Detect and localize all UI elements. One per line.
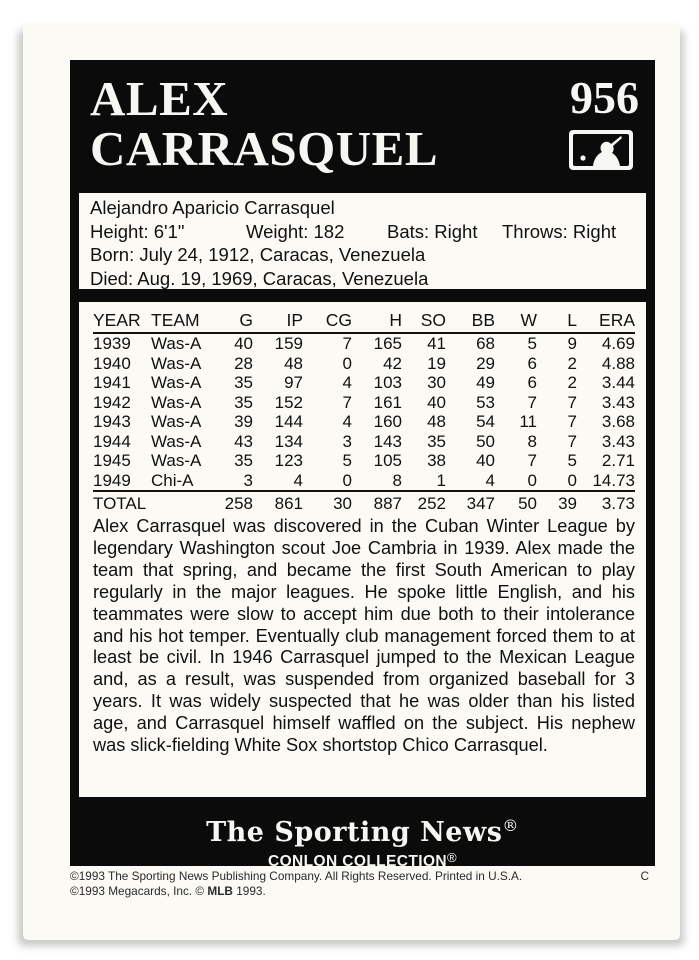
cell-era: 3.43 bbox=[601, 392, 635, 412]
col-so: SO bbox=[420, 310, 446, 330]
cell-g: 3 bbox=[243, 470, 253, 490]
cell-year: 1943 bbox=[93, 412, 131, 431]
total-ip: 861 bbox=[274, 494, 303, 513]
cell-h: 42 bbox=[383, 353, 402, 373]
cell-year: 1945 bbox=[93, 451, 131, 470]
col-year: YEAR bbox=[93, 310, 141, 330]
cell-so: 1 bbox=[436, 470, 446, 490]
cell-w: 7 bbox=[527, 451, 537, 470]
stats-row bbox=[93, 354, 635, 374]
cell-w: 7 bbox=[527, 392, 537, 412]
cell-year: 1944 bbox=[93, 431, 131, 451]
cell-l: 7 bbox=[567, 392, 577, 412]
cell-w: 6 bbox=[527, 373, 537, 392]
stats-and-bio-panel bbox=[79, 302, 646, 797]
cell-so: 35 bbox=[427, 431, 446, 451]
cell-bb: 29 bbox=[476, 353, 495, 373]
cell-cg: 4 bbox=[342, 373, 352, 392]
died: Died: Aug. 19, 1969, Caracas, Venezuela bbox=[90, 267, 429, 289]
stats-row bbox=[93, 451, 635, 471]
total-cg: 30 bbox=[333, 494, 352, 513]
cell-g: 40 bbox=[234, 334, 253, 353]
cell-l: 2 bbox=[567, 373, 577, 392]
cell-w: 0 bbox=[527, 470, 537, 490]
cell-ip: 123 bbox=[274, 451, 303, 470]
cell-ip: 48 bbox=[284, 353, 303, 373]
cell-team: Was-A bbox=[151, 392, 202, 412]
total-l: 39 bbox=[558, 494, 577, 513]
born: Born: July 24, 1912, Caracas, Venezuela bbox=[90, 244, 426, 265]
cell-w: 11 bbox=[519, 412, 537, 431]
col-team: TEAM bbox=[151, 310, 200, 330]
cell-era: 3.44 bbox=[601, 373, 635, 392]
cell-l: 2 bbox=[567, 353, 577, 373]
cell-cg: 0 bbox=[342, 470, 352, 490]
cell-cg: 5 bbox=[342, 451, 352, 470]
cell-g: 35 bbox=[234, 451, 253, 470]
cell-ip: 144 bbox=[274, 412, 303, 431]
cell-bb: 50 bbox=[476, 431, 495, 451]
cell-l: 9 bbox=[567, 334, 577, 353]
full-name: Alejandro Aparicio Carrasquel bbox=[90, 197, 335, 218]
player-first-name: ALEX bbox=[90, 71, 229, 126]
pitching-stats-table bbox=[93, 308, 635, 515]
copyright-suffix: 1993. bbox=[232, 883, 266, 898]
cell-h: 143 bbox=[373, 431, 402, 451]
total-label: TOTAL bbox=[93, 494, 147, 513]
total-g: 258 bbox=[224, 494, 253, 513]
col-g: G bbox=[239, 310, 253, 330]
cell-cg: 7 bbox=[342, 392, 352, 412]
cell-so: 40 bbox=[427, 392, 446, 412]
cell-so: 19 bbox=[427, 353, 446, 373]
cell-h: 105 bbox=[373, 451, 402, 470]
total-era: 3.73 bbox=[601, 494, 635, 513]
stats-row bbox=[93, 412, 635, 432]
cell-ip: 97 bbox=[284, 373, 303, 392]
cell-era: 4.88 bbox=[601, 353, 635, 373]
cell-g: 28 bbox=[234, 353, 253, 373]
cell-era: 3.68 bbox=[601, 412, 635, 431]
copyright-prefix: ©1993 Megacards, Inc. © bbox=[70, 883, 208, 898]
cell-w: 6 bbox=[527, 353, 537, 373]
cell-h: 161 bbox=[373, 392, 402, 412]
stats-row bbox=[93, 471, 635, 492]
vitals-row bbox=[90, 220, 646, 244]
cell-team: Chi-A bbox=[151, 470, 194, 490]
collection-name: CONLON COLLECTION bbox=[268, 853, 448, 870]
registered-mark: ® bbox=[447, 850, 457, 865]
cell-g: 35 bbox=[234, 392, 253, 412]
total-w: 50 bbox=[518, 494, 537, 513]
stats-row bbox=[93, 373, 635, 393]
stats-row bbox=[93, 432, 635, 452]
cell-era: 3.43 bbox=[601, 431, 635, 451]
cell-ip: 4 bbox=[293, 470, 303, 490]
col-ip: IP bbox=[286, 310, 303, 330]
cell-cg: 0 bbox=[342, 353, 352, 373]
cell-l: 7 bbox=[567, 412, 577, 431]
cell-year: 1940 bbox=[93, 353, 131, 373]
cell-year: 1939 bbox=[93, 334, 131, 353]
registered-mark: ® bbox=[502, 816, 519, 835]
stats-row bbox=[93, 333, 635, 354]
stats-header-row bbox=[93, 308, 635, 333]
cell-team: Was-A bbox=[151, 451, 202, 470]
cell-so: 38 bbox=[427, 451, 446, 470]
cell-h: 103 bbox=[373, 373, 402, 392]
footer-branding bbox=[70, 804, 655, 870]
cell-bb: 68 bbox=[476, 334, 495, 353]
col-bb: BB bbox=[471, 310, 495, 330]
cell-so: 48 bbox=[427, 412, 446, 431]
stats-total-row bbox=[93, 491, 635, 515]
bio-panel bbox=[79, 193, 646, 289]
cell-ip: 159 bbox=[274, 334, 303, 353]
conlon-collection bbox=[70, 849, 655, 870]
cell-team: Was-A bbox=[151, 431, 202, 451]
copyright-line-1: ©1993 The Sporting News Publishing Company. All Rights Reserved. Printed in U.S.A. bbox=[70, 869, 523, 883]
cell-so: 30 bbox=[427, 373, 446, 392]
total-so: 252 bbox=[417, 494, 446, 513]
cell-year: 1949 bbox=[93, 470, 131, 490]
bats: Bats: Right bbox=[387, 220, 478, 242]
brand-name: The Sporting News bbox=[206, 817, 503, 848]
card-frame bbox=[70, 60, 655, 870]
legal-text bbox=[70, 869, 655, 898]
total-bb: 347 bbox=[466, 494, 495, 513]
cell-ip: 134 bbox=[274, 431, 303, 451]
cell-team: Was-A bbox=[151, 412, 202, 431]
cell-team: Was-A bbox=[151, 353, 202, 373]
cell-g: 35 bbox=[234, 373, 253, 392]
card-number: 956 bbox=[570, 72, 639, 123]
throws: Throws: Right bbox=[502, 220, 617, 242]
player-last-name: CARRASQUEL bbox=[90, 121, 439, 176]
cell-l: 0 bbox=[567, 470, 577, 490]
cell-team: Was-A bbox=[151, 373, 202, 392]
cell-bb: 54 bbox=[476, 412, 495, 431]
cell-h: 160 bbox=[373, 412, 402, 431]
weight: Weight: 182 bbox=[246, 220, 345, 242]
col-era: ERA bbox=[599, 310, 635, 330]
total-h: 887 bbox=[373, 494, 402, 513]
cell-h: 165 bbox=[373, 334, 402, 353]
cell-l: 5 bbox=[567, 451, 577, 470]
cell-team: Was-A bbox=[151, 334, 202, 353]
cell-cg: 3 bbox=[342, 431, 352, 451]
cell-w: 8 bbox=[527, 431, 537, 451]
cell-year: 1941 bbox=[93, 373, 131, 392]
cell-bb: 40 bbox=[476, 451, 495, 470]
col-w: W bbox=[520, 310, 537, 330]
cell-cg: 4 bbox=[342, 412, 352, 431]
cell-g: 43 bbox=[234, 431, 253, 451]
cell-g: 39 bbox=[234, 412, 253, 431]
biography-text: Alex Carrasquel was discovered in the Cuban Winter League by legendary Washington scout Joe Cambria in 1939. Alex made the team that spring, and became the first South American to play regularly in the major leagues. He spoke little English, and his teammates were slow to accept him due both to their intolerance and his hot temper. Eventually club management forced them to at least be civil. In 1946 Carrasquel jumped to the Mexican League and, as a result, was suspended from organized baseball for 3 years. It was widely suspected that he was older than his listed age, and Carrasquel himself waffled on the subject. His nephew was slick-fielding White Sox shortstop Chico Carrasquel. bbox=[93, 516, 635, 756]
cell-era: 4.69 bbox=[601, 334, 635, 353]
cell-h: 8 bbox=[392, 470, 402, 490]
cell-era: 2.71 bbox=[601, 451, 635, 470]
mlb-mark: MLB bbox=[207, 883, 233, 898]
cell-bb: 53 bbox=[476, 392, 495, 412]
cell-bb: 4 bbox=[485, 470, 495, 490]
cell-year: 1942 bbox=[93, 392, 131, 412]
mlb-logo-icon bbox=[569, 130, 633, 170]
cell-w: 5 bbox=[527, 334, 537, 353]
cell-so: 41 bbox=[427, 334, 446, 353]
stats-row bbox=[93, 393, 635, 413]
col-cg: CG bbox=[325, 310, 352, 330]
cell-cg: 7 bbox=[342, 334, 352, 353]
sporting-news-logo bbox=[70, 810, 655, 849]
copyright-line-2 bbox=[70, 884, 655, 899]
col-l: L bbox=[567, 310, 577, 330]
baseball-card-back bbox=[23, 23, 680, 940]
cell-bb: 49 bbox=[476, 373, 495, 392]
player-name bbox=[90, 71, 439, 176]
col-h: H bbox=[389, 310, 402, 330]
cell-l: 7 bbox=[567, 431, 577, 451]
card-code: C bbox=[640, 869, 649, 883]
height: Height: 6'1" bbox=[90, 220, 185, 242]
cell-era: 14.73 bbox=[592, 470, 635, 490]
cell-ip: 152 bbox=[274, 392, 303, 412]
